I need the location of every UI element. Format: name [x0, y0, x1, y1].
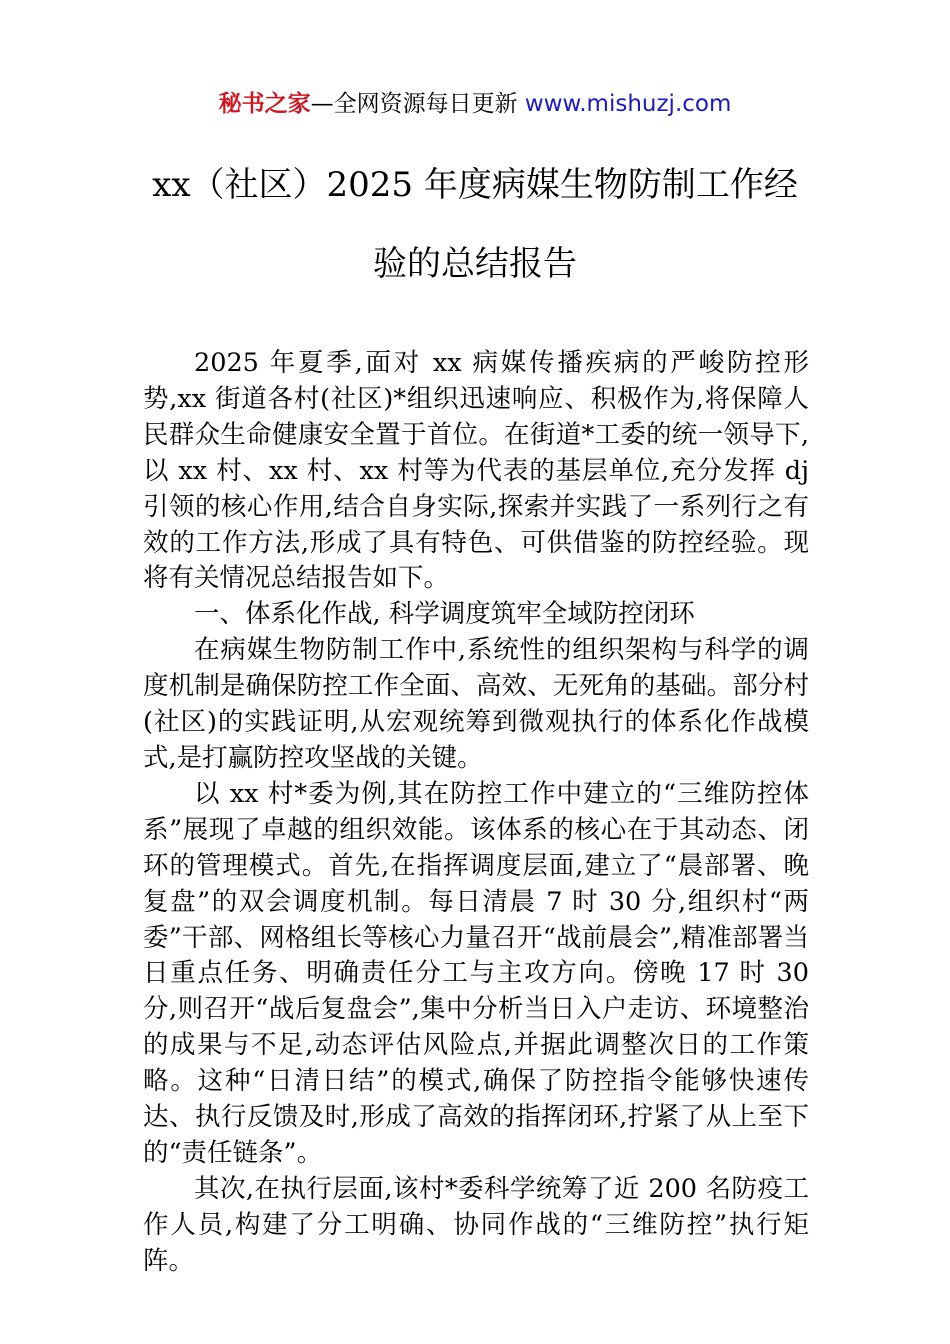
- title-line-1: xx（社区）2025 年度病媒生物防制工作经: [152, 165, 798, 205]
- document-body: [143, 346, 809, 1280]
- document-title: [100, 160, 850, 289]
- header-tagline: —全网资源每日更新: [310, 91, 525, 117]
- brand-name: 秘书之家: [218, 91, 311, 117]
- section-heading: 一、体系化作战, 科学调度筑牢全域防控闭环: [194, 599, 695, 630]
- title-line-2: 验的总结报告: [373, 244, 577, 284]
- body-paragraph: 以 xx 村*委为例,其在防控工作中建立的“三维防控体系”展现了卓越的组织效能。该体系的核心在于其动态、闭环的管理模式。首先,在指挥调度层面,建立了“晨部署、晚复盘”的双会调度机制。每日清晨 7 时 30 分,组织村“两委”干部、网格组长等核心力量召开“战前晨会”,精准部署当日重点任务、明确责任分工与主攻方向。傍晚 17 时 30 分,则召开“战后复盘会”,集中分析当日入户走访、环境整治的成果与不足,动态评估风险点,并据此调整次日的工作策略。这种“日清日结”的模式,确保了防控指令能够快速传达、执行反馈及时,形成了高效的指挥闭环,拧紧了从上至下的“责任链条”。: [143, 778, 809, 1168]
- body-paragraph: 在病媒生物防制工作中,系统性的组织架构与科学的调度机制是确保防控工作全面、高效、无死角的基础。部分村(社区)的实践证明,从宏观统筹到微观执行的体系化作战模式,是打赢防控攻坚战的关键。: [143, 635, 809, 773]
- body-paragraph: 其次,在执行层面,该村*委科学统筹了近 200 名防疫工作人员,构建了分工明确、协同作战的“三维防控”执行矩阵。: [143, 1173, 809, 1276]
- website-link[interactable]: www.mishuzj.com: [524, 91, 732, 117]
- intro-paragraph: 2025 年夏季,面对 xx 病媒传播疾病的严峻防控形势,xx 街道各村(社区)*组织迅速响应、积极作为,将保障人民群众生命健康安全置于首位。在街道*工委的统一领导下,以 xx 村、xx 村、xx 村等为代表的基层单位,充分发挥 dj 引领的核心作用,结合自身实际,探索并实践了一系列行之有效的工作方法,形成了具有特色、可供借鉴的防控经验。现将有关情况总结报告如下。: [143, 348, 809, 594]
- site-header: [0, 86, 950, 122]
